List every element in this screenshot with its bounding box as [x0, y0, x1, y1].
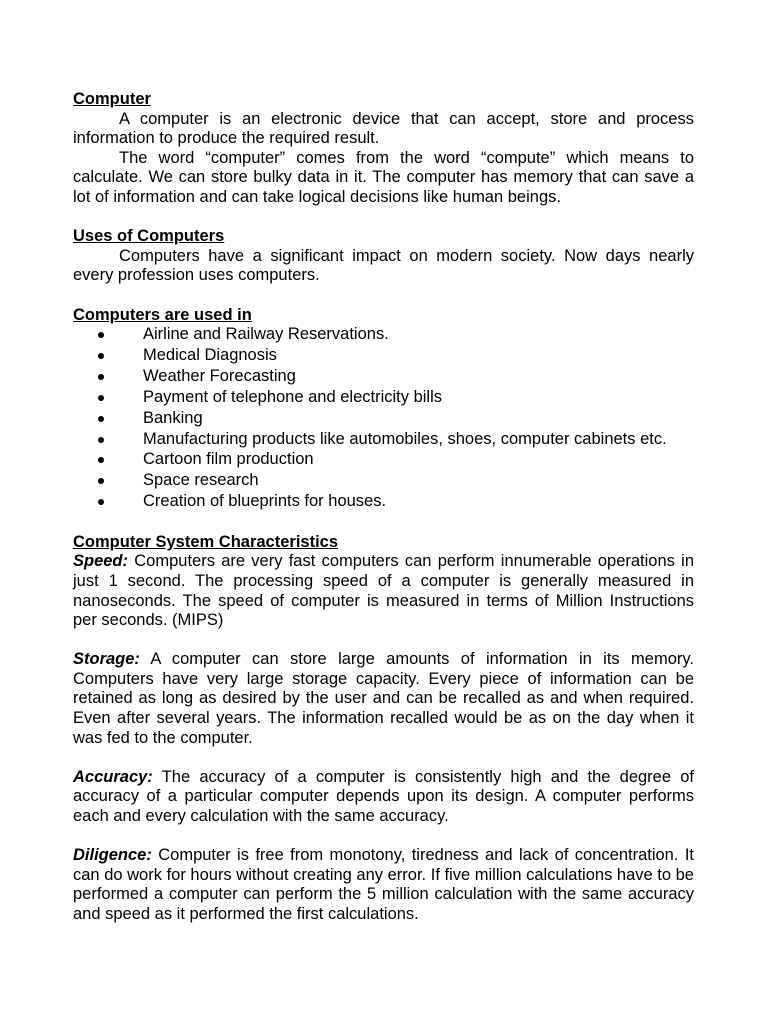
- list-item-text: Manufacturing products like automobiles, shoes, computer cabinets etc.: [143, 429, 667, 448]
- bullet-icon: [98, 395, 104, 401]
- list-item: [73, 346, 694, 366]
- heading-computers-used-in: Computers are used in: [73, 305, 252, 324]
- speed-text: Computers are very fast computers can perform innumerable operations in just 1 second. The processing speed of a computer is generally measured in nanoseconds. The speed of computer is measured in terms of Million Instructions per seconds. (MIPS): [73, 552, 694, 630]
- list-item: [73, 430, 694, 450]
- bullet-icon: [98, 499, 104, 505]
- speed-term: Speed:: [73, 552, 129, 571]
- storage-paragraph: [73, 650, 694, 748]
- accuracy-paragraph: [73, 768, 694, 827]
- list-item: [73, 471, 694, 491]
- speed-paragraph: [73, 552, 694, 630]
- list-item: [73, 367, 694, 387]
- accuracy-text: The accuracy of a computer is consistently high and the degree of accuracy of a particular computer depends upon its design. A computer performs each and every calculation with the same accuracy.: [73, 767, 694, 826]
- heading-system-characteristics: Computer System Characteristics: [73, 532, 339, 551]
- list-item: [73, 409, 694, 429]
- bullet-icon: [98, 332, 104, 338]
- uses-bullet-list: [73, 325, 694, 512]
- list-item-text: Creation of blueprints for houses.: [143, 492, 387, 511]
- list-item-text: Medical Diagnosis: [143, 346, 277, 365]
- storage-term: Storage:: [73, 650, 140, 669]
- list-item-text: Space research: [143, 471, 259, 490]
- bullet-icon: [98, 437, 104, 443]
- list-item-text: Airline and Railway Reservations.: [143, 325, 389, 344]
- storage-text: A computer can store large amounts of information in its memory. Computers have very large storage capacity. Every piece of information can be retained as long as desired by the user and can be recalled as and when required. Even after several years. The information recalled would be as on the day when it was fed to the computer.: [73, 650, 694, 747]
- list-item-text: Weather Forecasting: [143, 366, 296, 385]
- computer-word-origin-paragraph: The word “computer” comes from the word “compute” which means to calculate. We can store bulky data in it. The computer has memory that can save a lot of information and can take logical decisions like human beings.: [73, 148, 694, 206]
- bullet-icon: [98, 478, 104, 484]
- list-item: [73, 492, 694, 512]
- list-item: [73, 450, 694, 470]
- list-item: [73, 388, 694, 408]
- list-item-text: Cartoon film production: [143, 450, 314, 469]
- computer-definition-paragraph: A computer is an electronic device that can accept, store and process information to produce the required result.: [73, 109, 694, 148]
- list-item: [73, 325, 694, 345]
- bullet-icon: [98, 416, 104, 422]
- document-page: [73, 90, 694, 925]
- heading-computer: Computer: [73, 90, 151, 108]
- bullet-icon: [98, 353, 104, 359]
- diligence-term: Diligence:: [73, 846, 152, 865]
- list-item-text: Banking: [143, 408, 203, 427]
- list-item-text: Payment of telephone and electricity bills: [143, 387, 442, 406]
- accuracy-term: Accuracy:: [73, 767, 153, 786]
- bullet-icon: [98, 374, 104, 380]
- heading-uses-of-computers: Uses of Computers: [73, 227, 225, 246]
- uses-paragraph: Computers have a significant impact on modern society. Now days nearly every profession uses computers.: [73, 246, 694, 285]
- diligence-text: Computer is free from monotony, tiredness and lack of concentration. It can do work for hours without creating any error. If five million calculations have to be performed a computer can perform the 5 million calculation with the same accuracy and speed as it performed the first calculations.: [73, 846, 694, 924]
- diligence-paragraph: [73, 846, 694, 924]
- bullet-icon: [98, 457, 104, 463]
